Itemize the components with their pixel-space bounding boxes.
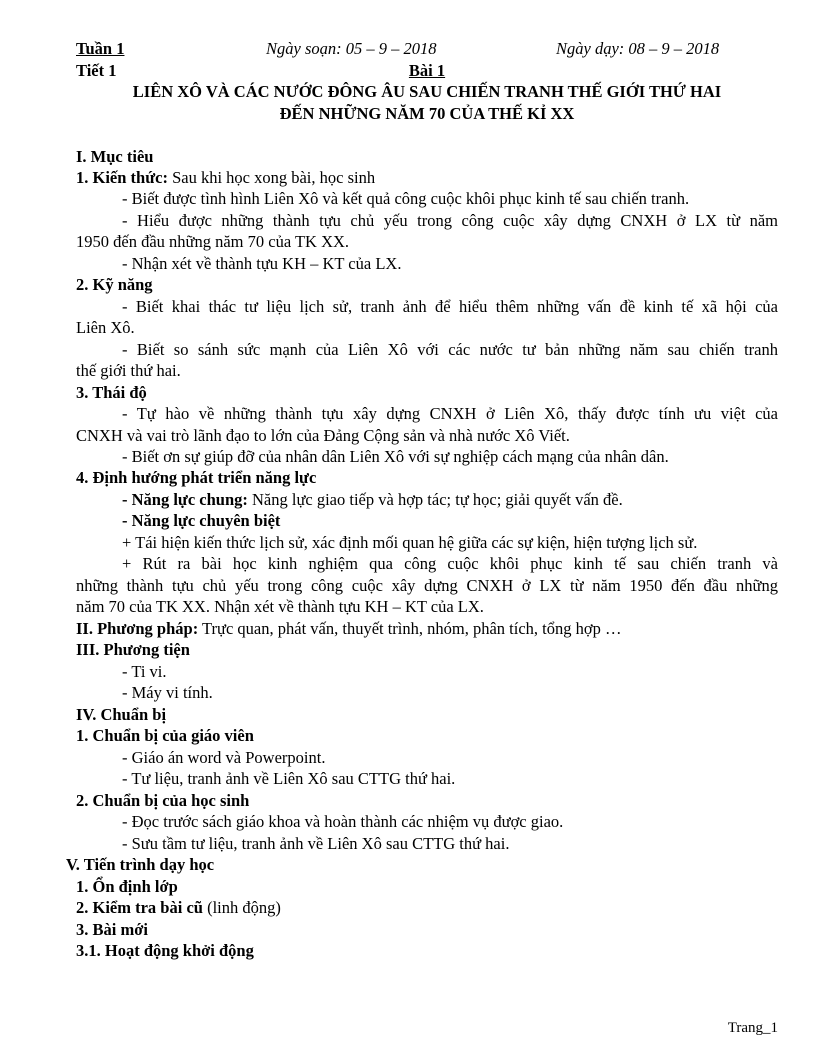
student-prep-item-1: - Đọc trước sách giáo khoa và hoàn thành các nhiệm vụ được giao. — [122, 812, 564, 831]
knowledge-item-2-cont: 1950 đến đầu những năm 70 của TK XX. — [76, 232, 350, 251]
skills-item-2: - Biết so sánh sức mạnh của Liên Xô với các nước tư bản những năm sau chiến tranh — [122, 340, 778, 359]
skills-item-1-cont: Liên Xô. — [76, 318, 135, 337]
prep-date: Ngày soạn: 05 – 9 – 2018 — [266, 39, 437, 58]
methods-label: II. Phương pháp: — [76, 619, 199, 638]
specific-competency-item-2-cont: những thành tựu chủ yếu trong công cuộc xây dựng CNXH ở LX từ năm 1950 đến đầu những — [76, 576, 778, 595]
knowledge-item-1: - Biết được tình hình Liên Xô và kết quả công cuộc khôi phục kinh tế sau chiến tranh. — [122, 189, 690, 208]
process-heading: V. Tiến trình dạy học — [66, 855, 215, 874]
student-prep-item-2: - Sưu tầm tư liệu, tranh ảnh về Liên Xô sau CTTG thứ hai. — [122, 834, 510, 853]
specific-competency-item-2: + Rút ra bài học kinh nghiệm qua công cuộc khôi phục kinh tế sau chiến tranh và — [122, 554, 778, 573]
general-competency-text: Năng lực giao tiếp và hợp tác; tự học; giải quyết vấn đề. — [247, 490, 623, 509]
lesson-title-line2: ĐẾN NHỮNG NĂM 70 CỦA THẾ KỈ XX — [279, 104, 575, 123]
week-label: Tuần 1 — [76, 39, 125, 58]
old-lesson-check — [76, 897, 778, 919]
knowledge-text: Sau khi học xong bài, học sinh — [167, 168, 376, 187]
skills-item-1: - Biết khai thác tư liệu lịch sử, tranh ảnh để hiểu thêm những vấn đề kinh tế xã hội của — [122, 297, 778, 316]
teacher-prep-item-1: - Giáo án word và Powerpoint. — [122, 748, 326, 767]
knowledge-line — [76, 167, 778, 189]
general-competency — [122, 489, 778, 511]
attitude-item-1-cont: CNXH và vai trò lãnh đạo to lớn của Đảng Cộng sản và nhà nước Xô Viết. — [76, 426, 570, 445]
student-prep-heading: 2. Chuẩn bị của học sinh — [76, 791, 250, 810]
attitude-item-1: - Tự hào về những thành tựu xây dựng CNXH ở Liên Xô, thấy được tính ưu việt của — [122, 404, 778, 423]
means-item-1: - Ti vi. — [122, 662, 167, 681]
class-stabilize: 1. Ổn định lớp — [76, 877, 178, 896]
knowledge-item-3: - Nhận xét về thành tựu KH – KT của LX. — [122, 254, 402, 273]
section-objectives-heading: I. Mục tiêu — [76, 147, 154, 166]
specific-competency-item-1: + Tái hiện kiến thức lịch sử, xác định mối quan hệ giữa các sự kiện, hiện tượng lịch sử. — [122, 533, 698, 552]
methods-text: Trực quan, phát vấn, thuyết trình, nhóm, phân tích, tổng hợp … — [198, 619, 622, 638]
competency-heading: 4. Định hướng phát triển năng lực — [76, 468, 317, 487]
teacher-prep-heading: 1. Chuẩn bị của giáo viên — [76, 726, 254, 745]
skills-item-2-cont: thế giới thứ hai. — [76, 361, 181, 380]
knowledge-item-2: - Hiểu được những thành tựu chủ yếu trong công cuộc xây dựng CNXH ở LX từ năm — [122, 211, 778, 230]
old-lesson-check-label: 2. Kiểm tra bài cũ — [76, 898, 203, 917]
means-heading: III. Phương tiện — [76, 640, 190, 659]
teacher-prep-item-2: - Tư liệu, tranh ảnh về Liên Xô sau CTTG thứ hai. — [122, 769, 456, 788]
teach-date: Ngày dạy: 08 – 9 – 2018 — [556, 39, 720, 58]
attitude-heading: 3. Thái độ — [76, 383, 147, 402]
period-label: Tiết 1 — [76, 61, 117, 80]
old-lesson-check-text: (linh động) — [202, 898, 281, 917]
attitude-item-2: - Biết ơn sự giúp đỡ của nhân dân Liên Xô với sự nghiệp cách mạng của nhân dân. — [122, 447, 669, 466]
means-item-2: - Máy vi tính. — [122, 683, 213, 702]
skills-heading: 2. Kỹ năng — [76, 275, 153, 294]
specific-competency-item-2-end: năm 70 của TK XX. Nhận xét về thành tựu KH – KT của LX. — [76, 597, 484, 616]
warmup-activity: 3.1. Hoạt động khởi động — [76, 941, 254, 960]
general-competency-label: - Năng lực chung: — [122, 490, 248, 509]
lesson-label: Bài 1 — [408, 61, 446, 80]
knowledge-label: 1. Kiến thức: — [76, 168, 168, 187]
methods-line — [76, 618, 778, 640]
lesson-title-line1: LIÊN XÔ VÀ CÁC NƯỚC ĐÔNG ÂU SAU CHIẾN TRANH THẾ GIỚI THỨ HAI — [132, 82, 722, 101]
specific-competency-label: - Năng lực chuyên biệt — [122, 511, 281, 530]
preparation-heading: IV. Chuẩn bị — [76, 705, 167, 724]
new-lesson: 3. Bài mới — [76, 920, 148, 939]
page-number: Trang_1 — [727, 1020, 778, 1036]
